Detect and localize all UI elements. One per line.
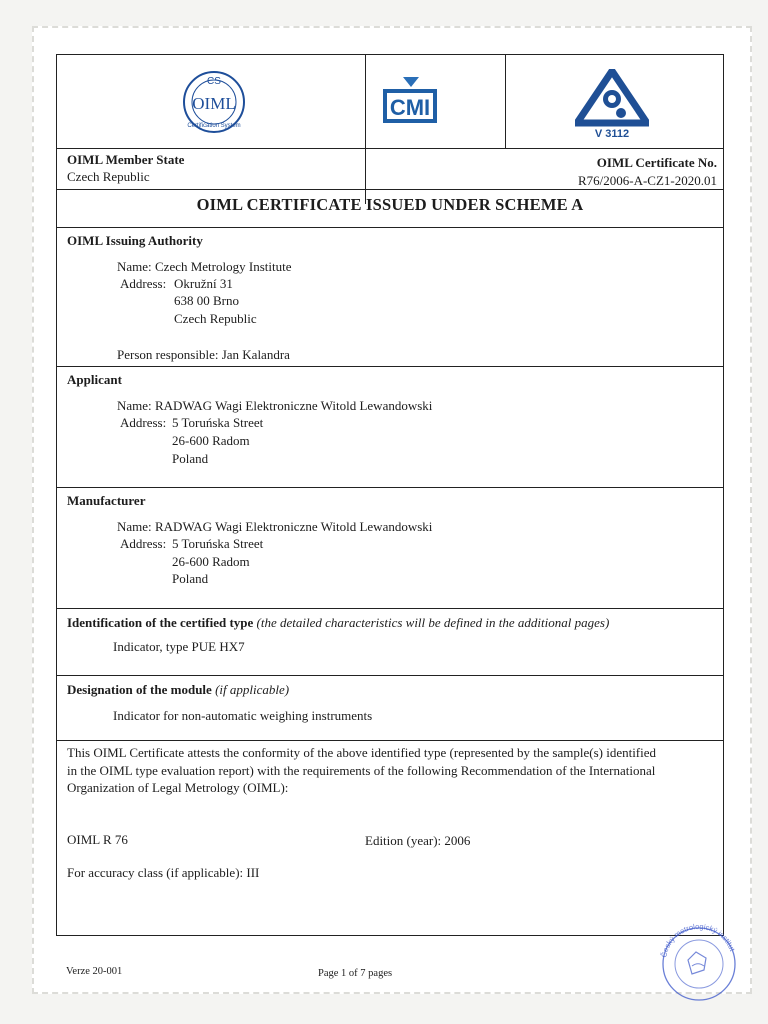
logo-row-bottom-line xyxy=(57,148,723,149)
person-responsible: Person responsible: Jan Kalandra xyxy=(117,347,290,362)
manufacturer-address-line-3: Poland xyxy=(172,571,209,586)
v-mark-code: V 3112 xyxy=(594,128,630,140)
attestation-line-2: in the OIML type evaluation report) with the requirements of the following Recommendation of the International xyxy=(67,763,656,778)
issuing-authority-address-line-3: Czech Republic xyxy=(174,311,257,326)
institute-stamp xyxy=(656,922,742,1002)
oiml-cs-logo-center: OIML xyxy=(192,94,236,113)
module-bottom-line xyxy=(57,740,723,741)
oiml-cs-logo xyxy=(179,69,249,135)
applicant-name-label: Name: xyxy=(117,398,152,413)
recommendation-name: OIML R 76 xyxy=(67,832,128,847)
cmi-logo-text: CMI xyxy=(389,95,431,120)
manufacturer-address-line-2: 26-600 Radom xyxy=(172,554,250,569)
stamp-ring-text: Český metrologický institut xyxy=(659,922,737,959)
manufacturer-address-label: Address: xyxy=(120,536,167,551)
oiml-cs-logo-ring: Certification System xyxy=(187,123,241,129)
attestation-line-1: This OIML Certificate attests the conformity of the above identified type (represented by the sample(s) identified xyxy=(67,745,657,760)
manufacturer-bottom-line xyxy=(57,608,723,609)
certified-type-note: (the detailed characteristics will be defined in the additional pages) xyxy=(256,615,610,630)
applicant-bottom-line xyxy=(57,487,723,488)
certificate-title: OIML CERTIFICATE ISSUED UNDER SCHEME A xyxy=(196,195,584,214)
attestation-line-3: Organization of Legal Metrology (OIML): xyxy=(67,780,289,795)
member-state-label: OIML Member State xyxy=(67,152,185,167)
certified-type-heading-line xyxy=(67,614,609,631)
issuing-authority-address-label: Address: xyxy=(120,276,167,291)
issuing-authority-address-line-1: Okružní 31 xyxy=(174,276,233,291)
certificate-frame xyxy=(56,54,724,936)
applicant-address-line-3: Poland xyxy=(172,451,209,466)
issuing-authority-name: Czech Metrology Institute xyxy=(155,259,292,274)
version-label: Verze 20-001 xyxy=(66,966,123,977)
issuing-authority-heading: OIML Issuing Authority xyxy=(67,233,203,248)
certified-type-bottom-line xyxy=(57,675,723,676)
applicant-address-line-1: 5 Toruńska Street xyxy=(172,415,264,430)
manufacturer-name: RADWAG Wagi Elektroniczne Witold Lewandowski xyxy=(155,519,433,534)
manufacturer-name-label: Name: xyxy=(117,519,152,534)
oiml-cs-logo-top: CS xyxy=(207,76,221,87)
applicant-heading: Applicant xyxy=(67,372,122,387)
module-note: (if applicable) xyxy=(215,682,290,697)
issuing-authority-bottom-line xyxy=(57,366,723,367)
logo-divider-right xyxy=(505,55,506,149)
certificate-no-value: R76/2006-A-CZ1-2020.01 xyxy=(577,173,717,188)
manufacturer-heading: Manufacturer xyxy=(67,493,146,508)
certified-type-value: Indicator, type PUE HX7 xyxy=(113,639,245,654)
v-mark-logo xyxy=(575,69,649,141)
manufacturer-address-line-1: 5 Toruńska Street xyxy=(172,536,264,551)
logo-divider-left xyxy=(365,55,366,204)
applicant-address-line-2: 26-600 Radom xyxy=(172,433,250,448)
title-bottom-line xyxy=(57,227,723,228)
certified-type-heading: Identification of the certified type xyxy=(67,615,254,630)
module-heading-line xyxy=(67,681,289,698)
module-heading: Designation of the module xyxy=(67,682,212,697)
issuing-authority-name-label: Name: xyxy=(117,259,152,274)
applicant-name: RADWAG Wagi Elektroniczne Witold Lewandowski xyxy=(155,398,433,413)
cmi-logo xyxy=(379,75,441,133)
page-counter: Page 1 of 7 pages xyxy=(318,968,393,979)
header-bottom-line xyxy=(57,189,723,190)
member-state-value: Czech Republic xyxy=(67,169,150,184)
recommendation-edition: Edition (year): 2006 xyxy=(365,833,471,848)
issuing-authority-address-line-2: 638 00 Brno xyxy=(174,293,239,308)
accuracy-class: For accuracy class (if applicable): III xyxy=(67,865,260,880)
certificate-no-label: OIML Certificate No. xyxy=(596,155,717,170)
module-value: Indicator for non-automatic weighing instruments xyxy=(113,708,373,723)
applicant-address-label: Address: xyxy=(120,415,167,430)
